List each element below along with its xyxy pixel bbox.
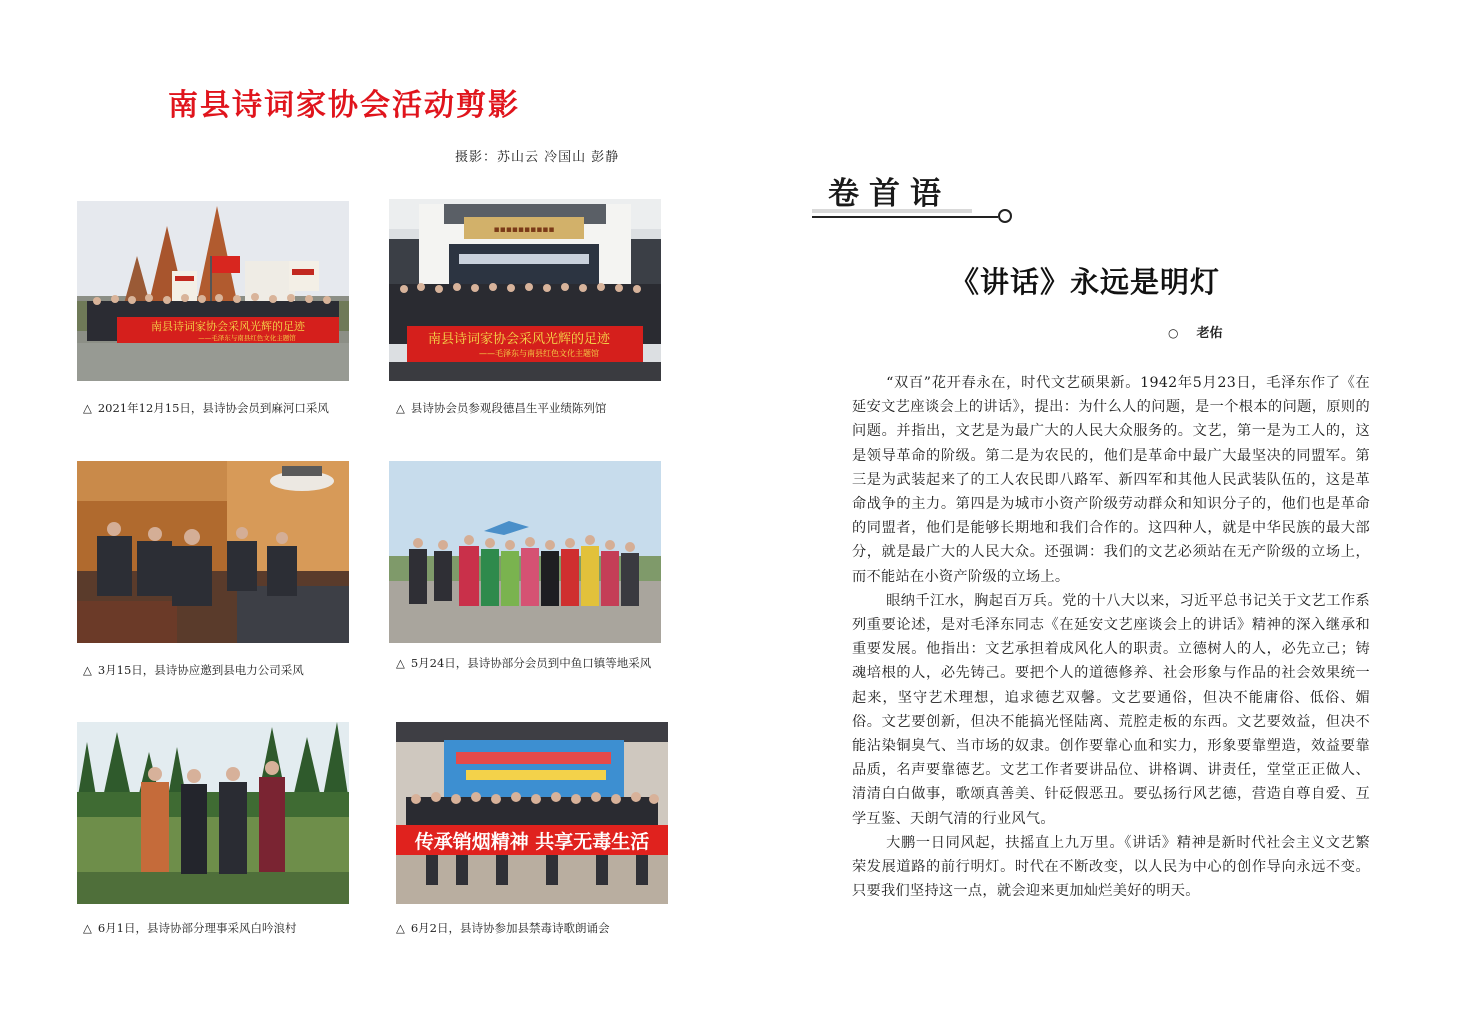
photo-mahekou-group bbox=[77, 201, 349, 381]
section-label: 卷首语 bbox=[828, 176, 951, 212]
banner-text: 南县诗词家协会采风光辉的足迹 bbox=[151, 320, 305, 333]
article-title: 《讲话》永远是明灯 bbox=[950, 265, 1221, 299]
caption-text: 6月2日，县诗协参加县禁毒诗歌朗诵会 bbox=[410, 921, 610, 935]
article-paragraph: 眼纳千江水，胸起百万兵。党的十八大以来，习近平总书记关于文艺工作系列重要论述，是对毛泽东同志《在延安文艺座谈会上的讲话》精神的深入继承和重要发展。他指出：文艺承担着成风化人的职责。立德树人的人，必先立己；铸魂培根的人，必先铸己。要把个人的道德修养、社会形象与作品的社会效果统一起来，坚守艺术理想，追求德艺双馨。文艺要通俗，但决不能庸俗、低俗、媚俗。文艺要创新，但决不能搞光怪陆离、荒腔走板的东西。文艺要效益，但决不能沾染铜臭气、当市场的奴隶。创作要靠心血和实力，形象要靠塑造，效益要靠品质，名声要靠德艺。文艺工作者要讲品位、讲格调、讲责任，堂堂正正做人、清清白白做事，歌颂真善美、针砭假恶丑。要弘扬行风艺德，营造自尊自爱、互学互鉴、天朗气清的行业风气。 bbox=[852, 592, 1370, 827]
author-name: 老佑 bbox=[1196, 326, 1223, 341]
section-rule bbox=[812, 216, 998, 218]
svg-text:▪▪▪▪▪▪▪▪▪▪: ▪▪▪▪▪▪▪▪▪▪ bbox=[493, 225, 555, 235]
banner-subtext: ——毛泽东与南县红色文化主题馆 bbox=[479, 349, 599, 358]
triangle-marker-icon: △ bbox=[396, 401, 405, 415]
photo-zhongyukou-field bbox=[389, 461, 661, 643]
caption-photo-5 bbox=[83, 920, 297, 936]
photo-power-company bbox=[77, 461, 349, 643]
caption-text: 县诗协会员参观段德昌生平业绩陈列馆 bbox=[410, 401, 607, 415]
byline bbox=[1168, 322, 1223, 341]
triangle-marker-icon: △ bbox=[83, 663, 92, 677]
photo-baiyinlang-village bbox=[77, 722, 349, 904]
caption-text: 6月1日，县诗协部分理事采风白吟浪村 bbox=[97, 921, 297, 935]
photo-museum-group bbox=[389, 199, 661, 381]
banner-subtext: ——毛泽东与南县红色文化主题馆 bbox=[198, 334, 296, 342]
caption-photo-2 bbox=[396, 400, 606, 416]
caption-text: 2021年12月15日，县诗协会员到麻河口采风 bbox=[97, 401, 329, 415]
rule-end-circle-icon bbox=[998, 209, 1012, 223]
triangle-marker-icon: △ bbox=[83, 921, 92, 935]
banner-text: 南县诗词家协会采风光辉的足迹 bbox=[427, 332, 611, 347]
article-body bbox=[852, 371, 1370, 903]
photo-anti-drug-recital bbox=[396, 722, 668, 904]
photo-credit: 摄影：苏山云 冷国山 彭静 bbox=[455, 150, 620, 165]
article-paragraph: 大鹏一日同风起，扶摇直上九万里。《讲话》精神是新时代社会主义文艺繁荣发展道路的前行明灯。时代在不断改变，以人民为中心的创作导向永远不变。只要我们坚持这一点，就会迎来更加灿烂美好的明天。 bbox=[852, 834, 1370, 900]
triangle-marker-icon: △ bbox=[396, 656, 405, 670]
article-paragraph: “双百”花开春永在，时代文艺硕果新。1942年5月23日，毛泽东作了《在延安文艺座谈会上的讲话》，提出：为什么人的问题，是一个根本的问题，原则的问题。并指出，文艺是为最广大的人民大众服务的。文艺，第一是为工人的，这是领导革命的阶级。第二是为农民的，他们是革命中最广大最坚决的同盟军。第三是为武装起来了的工人农民即八路军、新四军和其他人民武装队伍的，这是革命战争的主力。第四是为城市小资产阶级劳动群众和知识分子的，他们也是革命的同盟者，他们是能够长期地和我们合作的。这四种人，就是中华民族的最大部分，就是最广大的人民大众。还强调：我们的文艺必须站在无产阶级的立场上，而不能站在小资产阶级的立场上。 bbox=[852, 375, 1370, 585]
caption-text: 5月24日，县诗协部分会员到中鱼口镇等地采风 bbox=[410, 656, 652, 670]
caption-text: 3月15日，县诗协应邀到县电力公司采风 bbox=[97, 663, 304, 677]
author-circle-icon: ○ bbox=[1168, 326, 1179, 340]
gallery-title: 南县诗词家协会活动剪影 bbox=[168, 88, 520, 123]
triangle-marker-icon: △ bbox=[83, 401, 92, 415]
caption-photo-3 bbox=[83, 662, 304, 678]
banner-text: 传承销烟精神 共享无毒生活 bbox=[414, 831, 650, 853]
caption-photo-1 bbox=[83, 400, 329, 416]
triangle-marker-icon: △ bbox=[396, 921, 405, 935]
caption-photo-4 bbox=[396, 655, 651, 671]
caption-photo-6 bbox=[396, 920, 610, 936]
